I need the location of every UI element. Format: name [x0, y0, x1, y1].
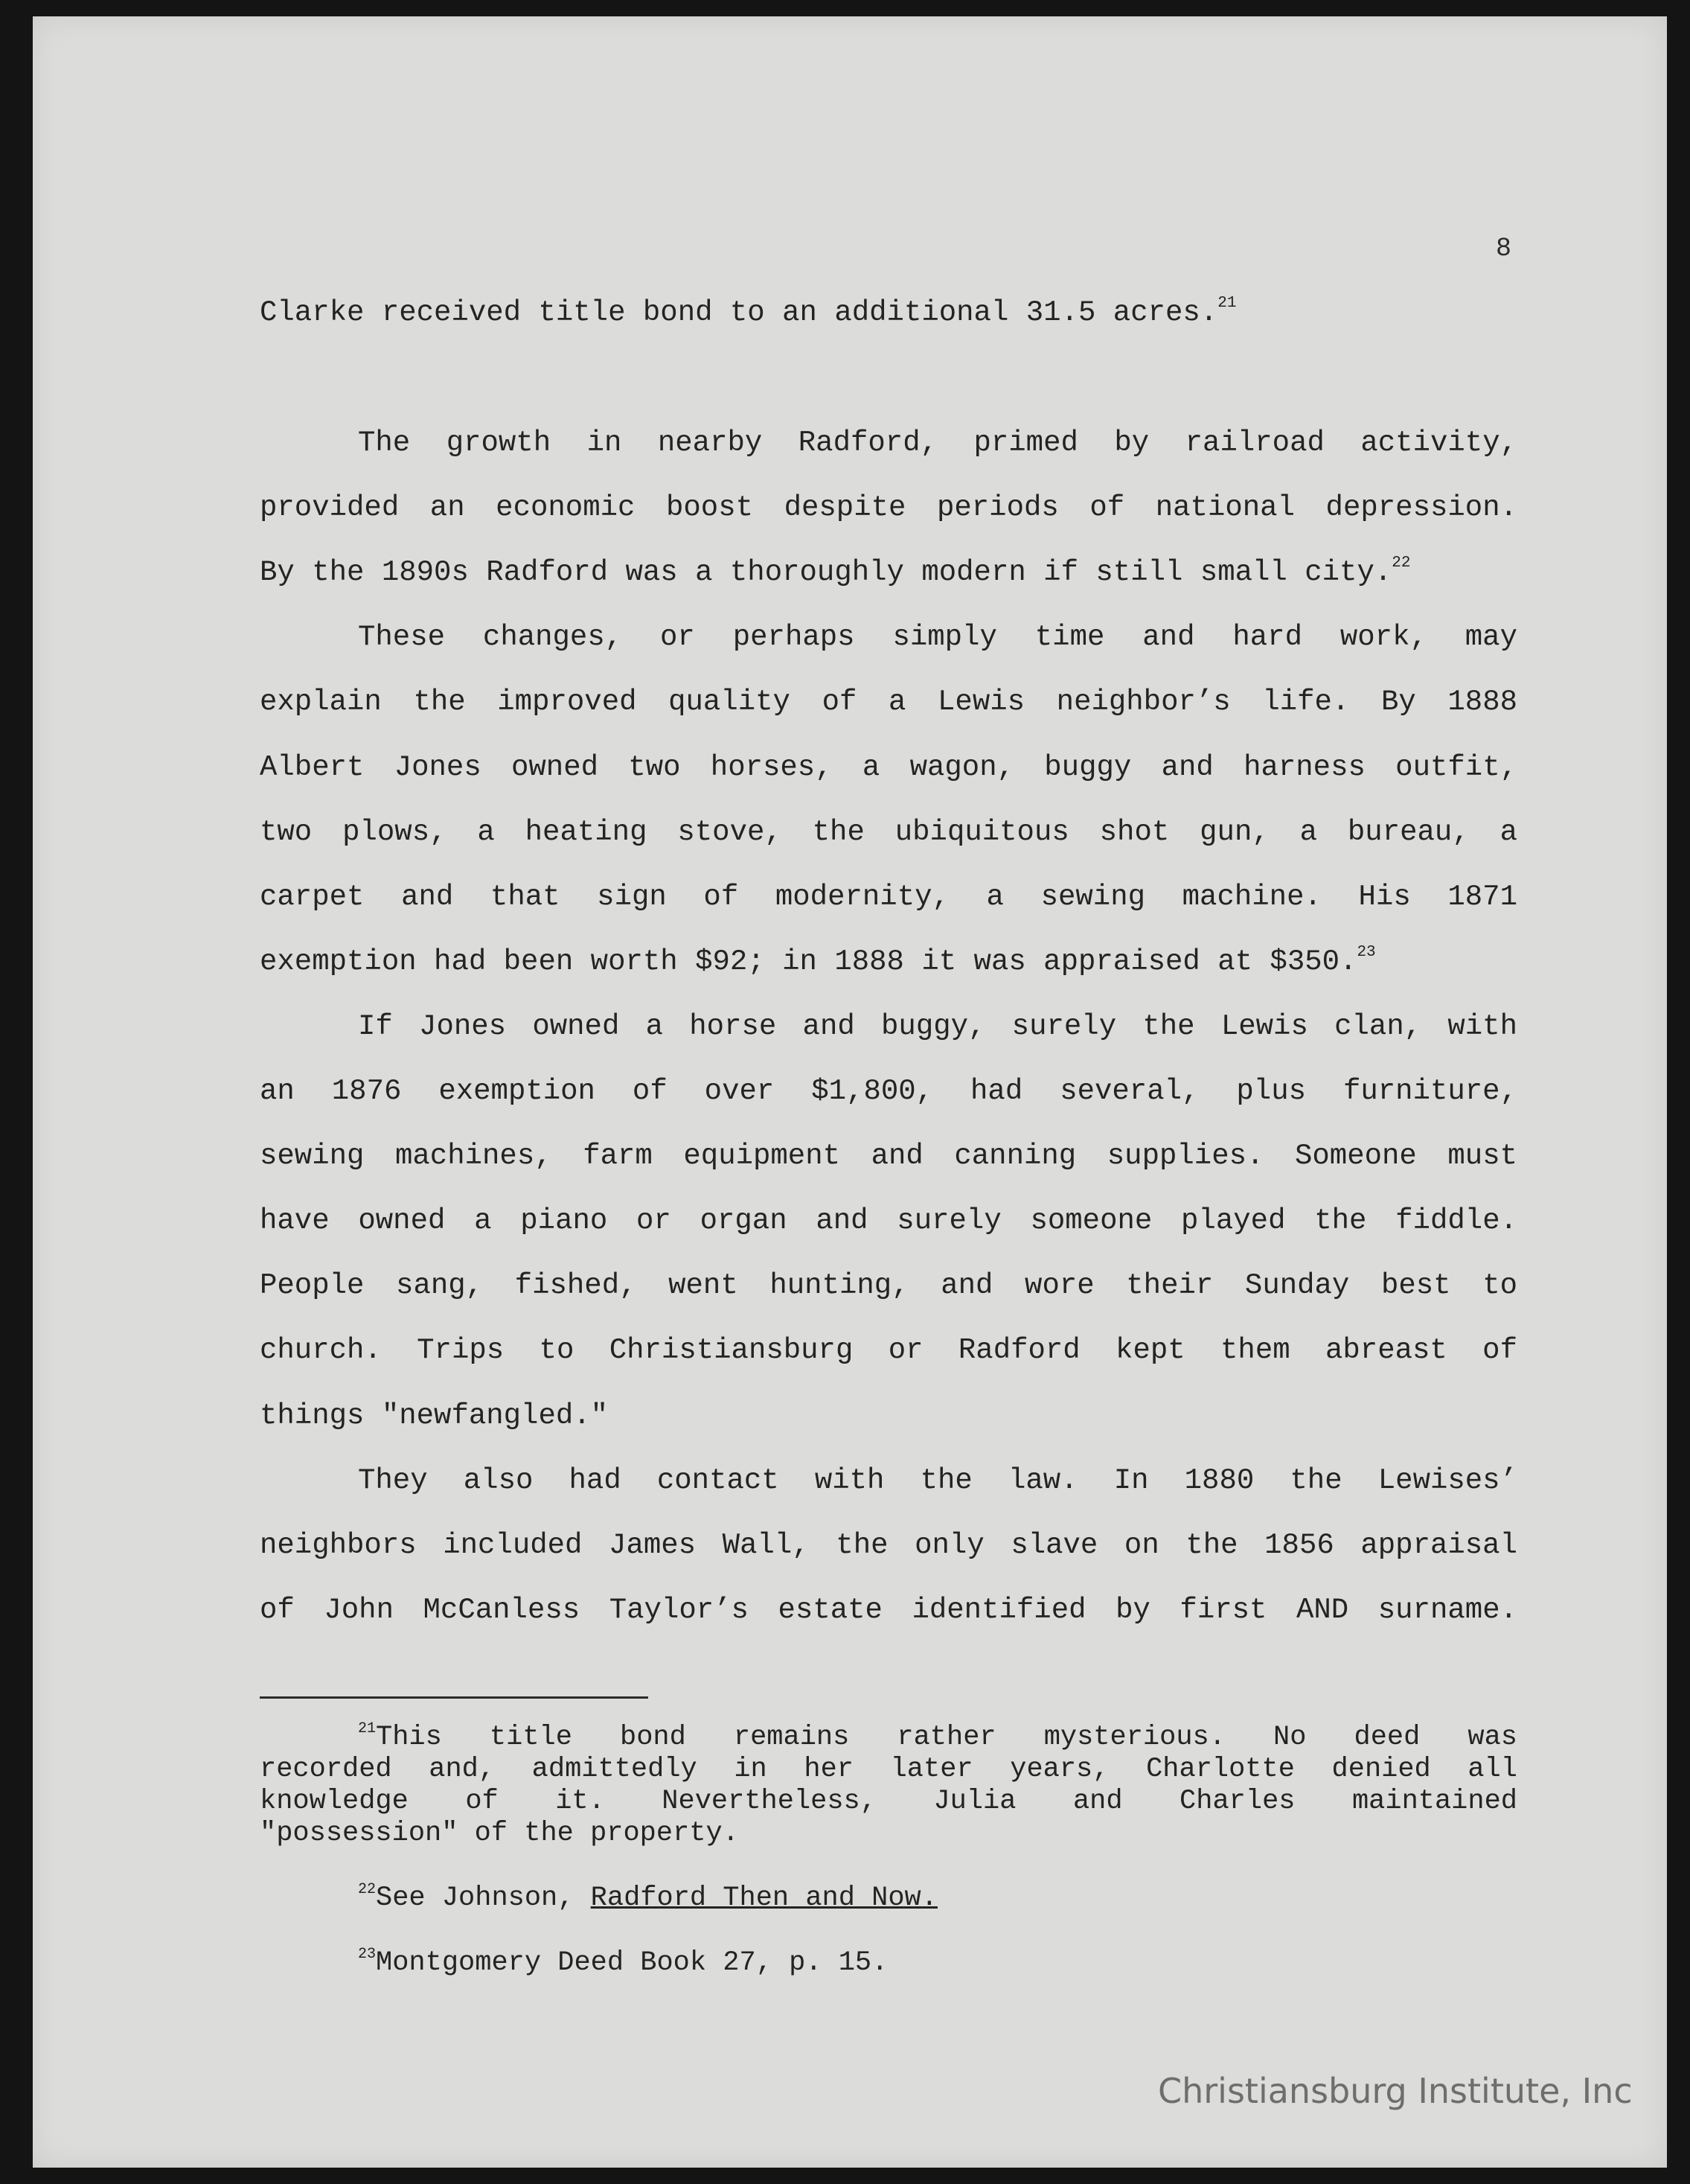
footnote-23: $^{23}$Montgomery Deed Book 27, p. 15. — [358, 1946, 889, 1979]
body-line-10: exemption had been worth $92; in 1888 it was appraised at $350.23 — [260, 944, 1376, 978]
body-line-7: Albert Jones owned two horses, a wagon, buggy and harness outfit, — [260, 751, 1517, 784]
page-number: 8 — [1496, 234, 1512, 264]
watermark: Christiansburg Institute, Inc — [1158, 2071, 1633, 2111]
body-line-18: They also had contact with the law. In 1880 the Lewises’ — [358, 1464, 1517, 1497]
body-line-14: have owned a piano or organ and surely someone played the fiddle. — [260, 1204, 1517, 1237]
body-line-16: church. Trips to Christiansburg or Radford kept them abreast of — [260, 1334, 1517, 1367]
body-line-6: explain the improved quality of a Lewis neighbor’s life. By 1888 — [260, 686, 1517, 718]
document-page — [33, 16, 1667, 2168]
body-line-19: neighbors included James Wall, the only slave on the 1856 appraisal — [260, 1529, 1517, 1562]
body-line-11: If Jones owned a horse and buggy, surely the Lewis clan, with — [358, 1010, 1517, 1043]
body-line-8: two plows, a heating stove, the ubiquitous shot gun, a bureau, a — [260, 816, 1517, 849]
body-line-13: sewing machines, farm equipment and canning supplies. Someone must — [260, 1140, 1517, 1172]
body-line-1: Clarke received title bond to an additional 31.5 acres.$^{21}$ — [260, 295, 1237, 329]
body-line-17: things "newfangled." — [260, 1399, 609, 1432]
body-line-12: an 1876 exemption of over $1,800, had several, plus furniture, — [260, 1075, 1517, 1108]
footnote-marker: 21 — [358, 1720, 377, 1737]
footnote-21-line-3: knowledge of it. Nevertheless, Julia and Charles maintained — [260, 1786, 1517, 1817]
body-line-4: By the 1890s Radford was a thoroughly modern if still small city.$^{22}$ — [260, 555, 1411, 589]
body-line-2: The growth in nearby Radford, primed by railroad activity, — [358, 427, 1517, 459]
footnote-22: $^{22}$See Johnson, Radford Then and Now. — [358, 1881, 938, 1914]
footnote-marker: 23 — [358, 1946, 377, 1963]
footnote-marker: 22 — [358, 1881, 377, 1898]
body-line-20: of John McCanless Taylor’s estate identified by first AND surname. — [260, 1594, 1517, 1626]
footnote-21-line-4: "possession" of the property. — [260, 1818, 739, 1849]
body-line-15: People sang, fished, went hunting, and wore their Sunday best to — [260, 1269, 1517, 1302]
body-line-3: provided an economic boost despite periods of national depression. — [260, 491, 1517, 524]
body-line-9: carpet and that sign of modernity, a sewing machine. His 1871 — [260, 881, 1517, 913]
footnote-21-line-1: $^{21}$This title bond remains rather mysterious. No deed was — [358, 1720, 1517, 1753]
book-title: Radford Then and Now. — [590, 1883, 938, 1914]
footnote-separator — [260, 1696, 648, 1699]
footnote-21-line-2: recorded and, admittedly in her later years, Charlotte denied all — [260, 1754, 1517, 1785]
body-line-5: These changes, or perhaps simply time and hard work, may — [358, 621, 1517, 654]
